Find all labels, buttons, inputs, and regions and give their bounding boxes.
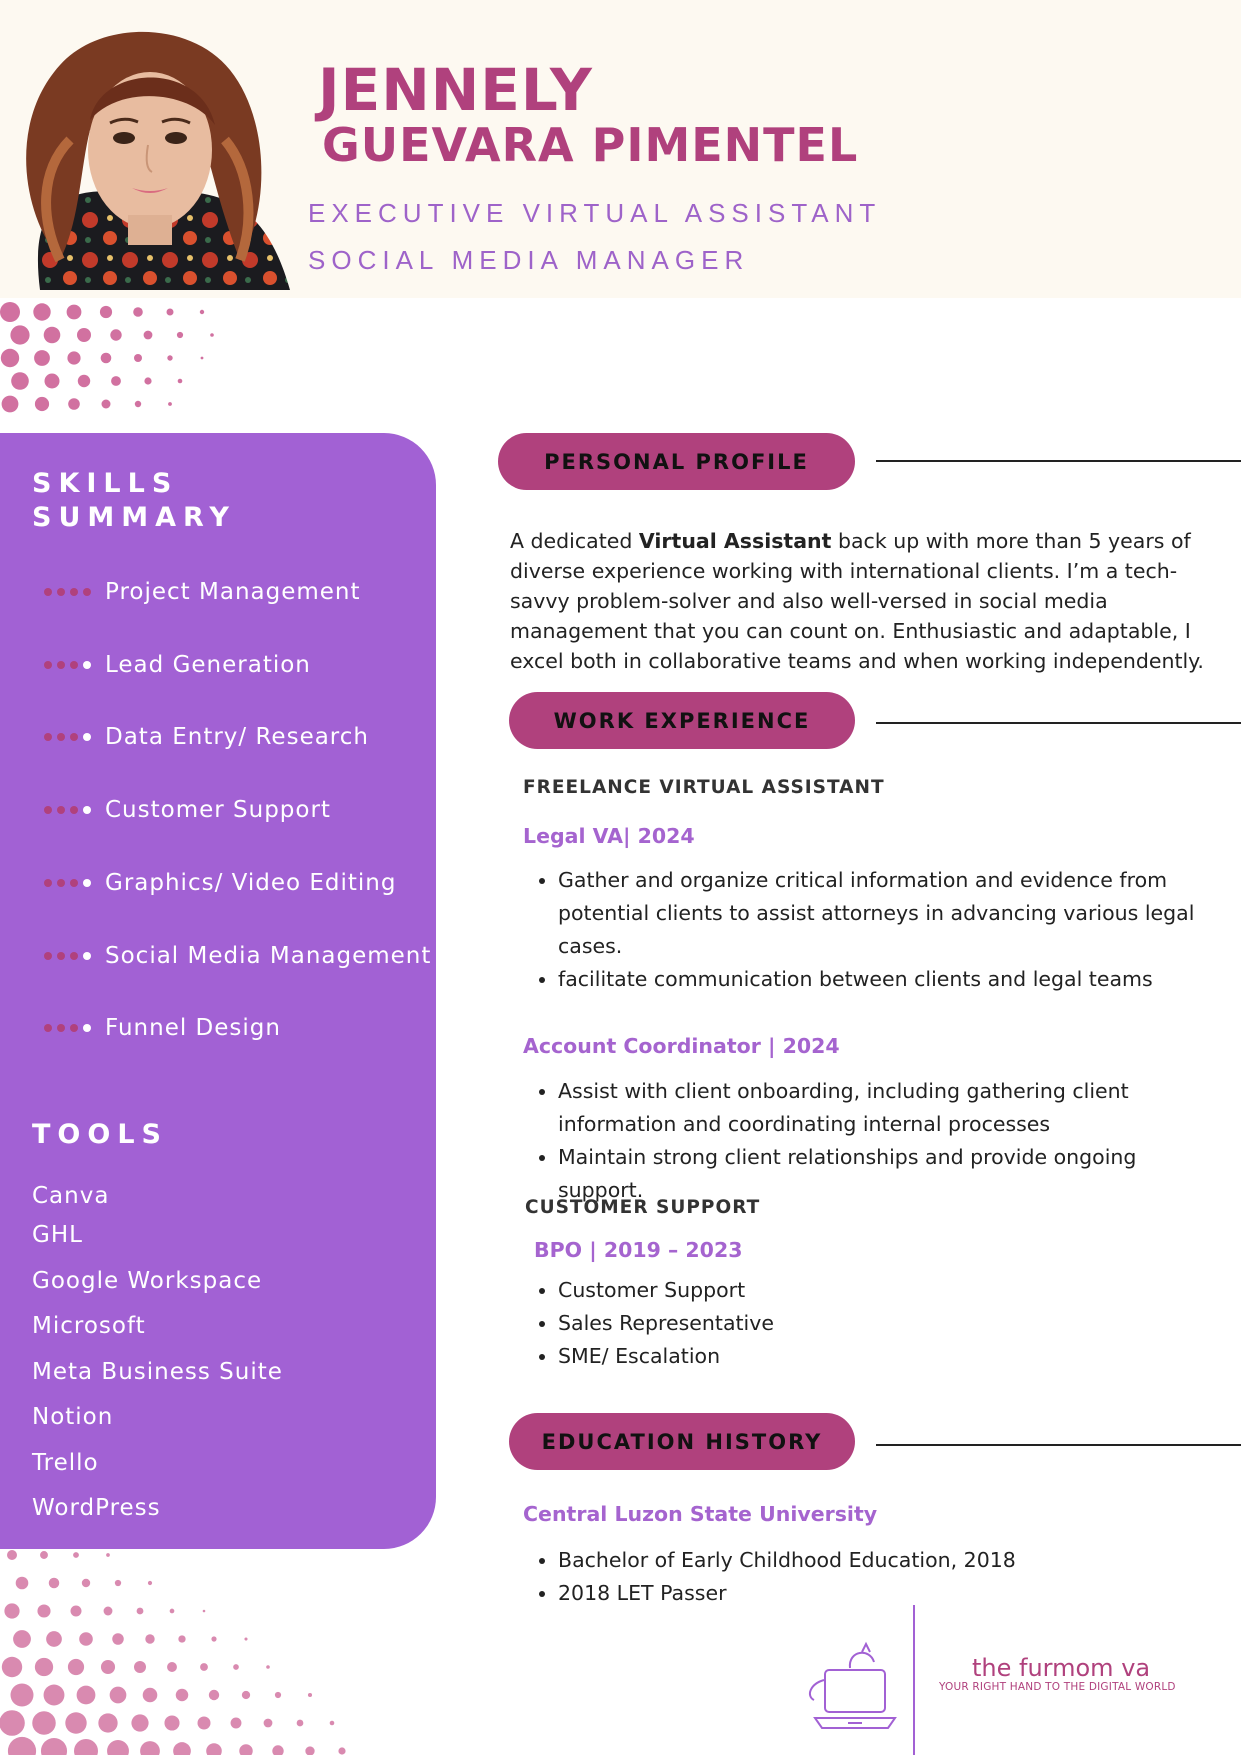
profile-text: A dedicated Virtual Assistant back up with more than 5 years of diverse experience working with international clients. I’m a tech-savvy problem-solver and also well-versed in social media management that you can count on. Enthusiastic and adaptable, I excel both in collaborative teams and when working independently. — [510, 529, 1204, 673]
legal-va-duties — [528, 864, 1228, 996]
list-item: • Customer Support — [558, 1274, 1228, 1307]
tool-item: Microsoft — [32, 1313, 146, 1339]
skill-item — [44, 650, 311, 680]
job-title-freelance: FREELANCE VIRTUAL ASSISTANT — [523, 777, 885, 798]
skill-level-dots — [44, 952, 91, 960]
profile-heading-label: PERSONAL PROFILE — [544, 449, 809, 474]
role-legal-va: Legal VA| 2024 — [523, 824, 695, 848]
role-account-coordinator: Account Coordinator | 2024 — [523, 1034, 840, 1058]
list-item: • Maintain strong client relationships and provide ongoing support. — [558, 1141, 1228, 1207]
tool-item: Canva — [32, 1183, 110, 1209]
section-heading-profile — [498, 433, 855, 490]
list-item: • facilitate communication between clients and legal teams — [558, 963, 1228, 996]
list-item: • 2018 LET Passer — [558, 1577, 1228, 1610]
skill-label: Graphics/ Video Editing — [105, 869, 397, 896]
job-title-customer-support: CUSTOMER SUPPORT — [525, 1197, 761, 1218]
skill-label: Project Management — [105, 579, 361, 605]
skill-label: Lead Generation — [105, 651, 311, 678]
list-item: • Bachelor of Early Childhood Education, 2018 — [558, 1544, 1228, 1577]
education-items — [528, 1544, 1228, 1610]
skill-level-dots — [44, 806, 91, 814]
education-heading-label: EDUCATION HISTORY — [541, 1429, 823, 1454]
heading-rule — [876, 1444, 1241, 1446]
list-item: • Sales Representative — [558, 1307, 1228, 1340]
school-name: Central Luzon State University — [523, 1502, 878, 1526]
logo-name: the furmom va — [972, 1654, 1151, 1682]
tool-item: WordPress — [32, 1495, 161, 1521]
tool-item: Google Workspace — [32, 1268, 263, 1294]
first-name: JENNELY — [318, 56, 593, 124]
skill-item — [44, 722, 369, 752]
tool-item: GHL — [32, 1222, 83, 1248]
list-item: • SME/ Escalation — [558, 1340, 1228, 1373]
heading-rule — [876, 722, 1241, 724]
account-coordinator-duties — [528, 1075, 1228, 1207]
bpo-duties — [528, 1274, 1228, 1373]
section-heading-education — [509, 1413, 855, 1470]
skill-level-dots — [44, 661, 91, 669]
skill-label: Funnel Design — [105, 1015, 281, 1042]
role-title-2: SOCIAL MEDIA MANAGER — [308, 245, 750, 275]
tools-heading: TOOLS — [32, 1119, 168, 1150]
skills-heading-1: SKILLS — [32, 468, 179, 499]
list-item: • Assist with client onboarding, including gathering client information and coordinating internal processes — [558, 1075, 1228, 1141]
skill-level-dots — [44, 588, 91, 596]
list-item: • Gather and organize critical information and evidence from potential clients to assist attorneys in advancing various legal cases. — [558, 864, 1228, 963]
skill-item — [44, 1013, 281, 1043]
skill-item — [44, 795, 331, 825]
section-heading-experience — [509, 692, 855, 749]
tool-item: Trello — [32, 1450, 99, 1476]
skill-label: Social Media Management — [105, 942, 432, 969]
logo-tagline: YOUR RIGHT HAND TO THE DIGITAL WORLD — [939, 1681, 1176, 1693]
skill-item — [44, 941, 431, 971]
skill-level-dots — [44, 733, 91, 741]
tool-item: Notion — [32, 1404, 114, 1430]
skill-level-dots — [44, 879, 91, 887]
profile-text-bold: Virtual Assistant — [638, 529, 832, 553]
skill-label: Data Entry/ Research — [105, 724, 369, 751]
profile-photo — [0, 10, 290, 290]
experience-heading-label: WORK EXPERIENCE — [553, 708, 811, 733]
skill-label: Customer Support — [105, 797, 331, 824]
skill-item — [44, 577, 361, 607]
tool-item: Meta Business Suite — [32, 1359, 283, 1385]
role-title-1: EXECUTIVE VIRTUAL ASSISTANT — [308, 198, 882, 228]
last-name: GUEVARA PIMENTEL — [322, 118, 859, 172]
heading-rule — [876, 460, 1241, 462]
skills-heading-2: SUMMARY — [32, 502, 236, 533]
skill-item — [44, 868, 397, 898]
footer-divider — [913, 1605, 915, 1755]
skill-level-dots — [44, 1024, 91, 1032]
laptop-logo-icon — [800, 1640, 910, 1740]
role-bpo: BPO | 2019 – 2023 — [534, 1238, 743, 1262]
